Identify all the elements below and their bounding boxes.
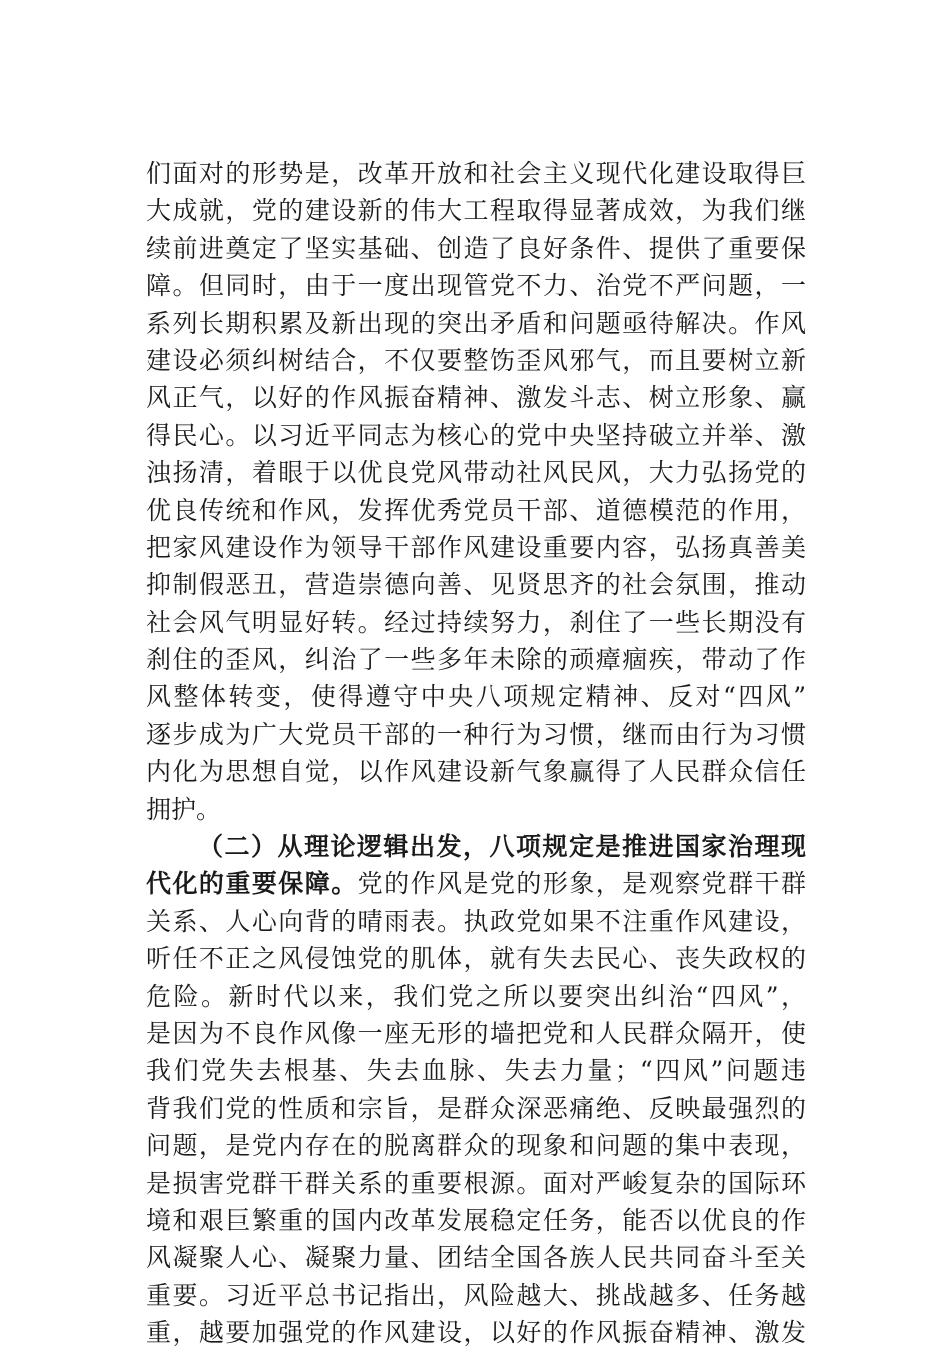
text-line: 问题，是党内存在的脱离群众的现象和问题的集中表现，	[146, 1131, 806, 1161]
text-line: 重，越要加强党的作风建设，以好的作风振奋精神、激发	[146, 1318, 806, 1348]
text-line: 们面对的形势是，改革开放和社会主义现代化建设取得巨	[146, 159, 806, 188]
text-line: 风整体转变，使得遵守中央八项规定精神、反对“四风”	[146, 682, 806, 712]
text-line: 风正气，以好的作风振奋精神、激发斗志、树立形象、赢	[146, 383, 806, 413]
text-line: 重要。习近平总书记指出，风险越大、挑战越多、任务越	[146, 1280, 806, 1310]
text-line: 障。但同时，由于一度出现管党不力、治党不严问题，一	[146, 271, 806, 301]
text-line	[146, 865, 806, 902]
text-line: 背我们党的性质和宗旨，是群众深恶痛绝、反映最强烈的	[146, 1093, 806, 1123]
text-line: 建设必须纠树结合，不仅要整饬歪风邪气，而且要树立新	[146, 345, 806, 375]
document-page	[146, 155, 806, 1352]
text-line: 优良传统和作风，发挥优秀党员干部、道德模范的作用，	[146, 495, 806, 525]
text-line: 是因为不良作风像一座无形的墙把党和人民群众隔开，使	[146, 1018, 806, 1048]
section-heading-continued: 代化的重要保障。	[146, 869, 358, 899]
text-line: 抑制假恶丑，营造崇德向善、见贤思齐的社会氛围，推动	[146, 570, 806, 600]
text-line: 我们党失去根基、失去血脉、失去力量；“四风”问题违	[146, 1056, 806, 1086]
text-line: 内化为思想自觉，以作风建设新气象赢得了人民群众信任	[146, 757, 806, 787]
text-line: 拥护。	[146, 794, 222, 824]
text-line: 把家风建设作为领导干部作风建设重要内容，弘扬真善美	[146, 532, 806, 562]
text-line: 浊扬清，着眼于以优良党风带动社风民风，大力弘扬党的	[146, 458, 806, 488]
text-line: 风凝聚人心、凝聚力量、团结全国各族人民共同奋斗至关	[146, 1243, 806, 1273]
text-line: 危险。新时代以来，我们党之所以要突出纠治“四风”，	[146, 981, 806, 1011]
section-heading: （二）从理论逻辑出发，八项规定是推进国家治理现	[198, 832, 806, 862]
text-fragment: 党的作风是党的形象，是观察党群干群	[357, 869, 806, 899]
text-line: 听任不正之风侵蚀党的肌体，就有失去民心、丧失政权的	[146, 944, 806, 974]
text-line: 得民心。以习近平同志为核心的党中央坚持破立并举、激	[146, 420, 806, 450]
text-line: 刹住的歪风，纠治了一些多年未除的顽瘴痼疾，带动了作	[146, 645, 806, 675]
paragraph-1	[146, 155, 806, 828]
text-line: 社会风气明显好转。经过持续努力，刹住了一些长期没有	[146, 607, 806, 637]
text-line: 系列长期积累及新出现的突出矛盾和问题亟待解决。作风	[146, 308, 806, 338]
text-line: 大成就，党的建设新的伟大工程取得显著成效，为我们继	[146, 196, 806, 226]
text-line: 境和艰巨繁重的国内改革发展稳定任务，能否以优良的作	[146, 1205, 806, 1235]
text-line: 逐步成为广大党员干部的一种行为习惯，继而由行为习惯	[146, 719, 806, 749]
text-line: 关系、人心向背的晴雨表。执政党如果不注重作风建设，	[146, 906, 806, 936]
text-line: 续前进奠定了坚实基础、创造了良好条件、提供了重要保	[146, 233, 806, 263]
paragraph-2	[146, 828, 806, 1351]
text-line: 是损害党群干群关系的重要根源。面对严峻复杂的国际环	[146, 1168, 806, 1198]
